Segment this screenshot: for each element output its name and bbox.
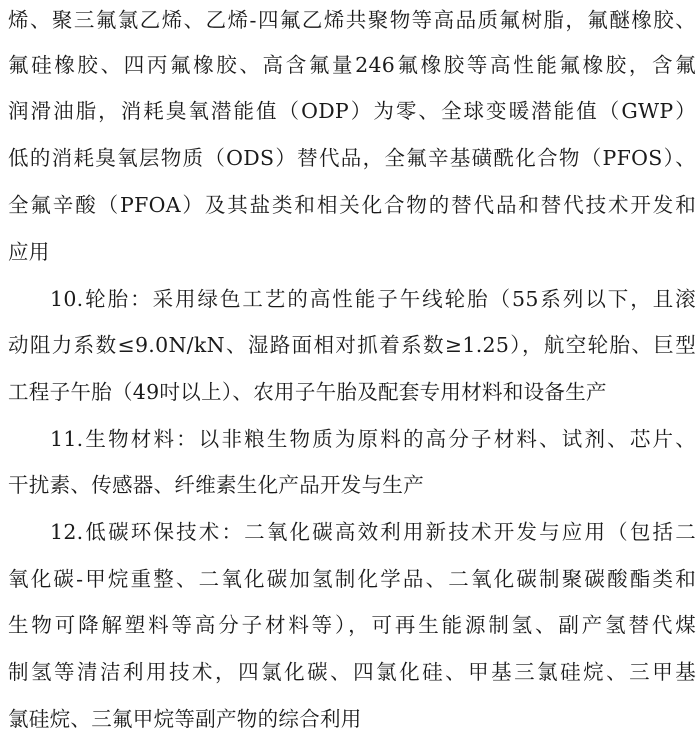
text-line-14: 生物可降解塑料等高分子材料等），可再生能源制氢、副产氢替代煤: [8, 613, 696, 637]
text-line-5: 全氟辛酸（PFOA）及其盐类和相关化合物的替代品和替代技术开发和: [8, 193, 696, 217]
item-11-heading-line: 11.生物材料：以非粮生物质为原料的高分子材料、试剂、芯片、: [50, 427, 696, 451]
text-line-3: 润滑油脂，消耗臭氧潜能值（ODP）为零、全球变暖潜能值（GWP）: [8, 99, 696, 123]
text-line-15: 制氢等清洁利用技术，四氯化碳、四氯化硅、甲基三氯硅烷、三甲基: [8, 660, 696, 684]
text-line-11: 干扰素、传感器、纤维素生化产品开发与生产: [8, 473, 424, 497]
text-line-2: 氟硅橡胶、四丙氟橡胶、高含氟量246氟橡胶等高性能氟橡胶，含氟: [8, 53, 696, 77]
text-line-1: 烯、聚三氟氯乙烯、乙烯-四氟乙烯共聚物等高品质氟树脂，氟醚橡胶、: [8, 8, 696, 32]
text-line-4: 低的消耗臭氧层物质（ODS）替代品，全氟辛基磺酰化合物（PFOS）、: [8, 146, 696, 170]
item-12-heading-line: 12.低碳环保技术：二氧化碳高效利用新技术开发与应用（包括二: [50, 520, 696, 544]
text-line-8: 动阻力系数≤9.0N/kN、湿路面相对抓着系数≥1.25），航空轮胎、巨型: [8, 333, 696, 357]
text-line-13: 氧化碳-甲烷重整、二氧化碳加氢制化学品、二氧化碳制聚碳酸酯类和: [8, 567, 696, 591]
text-line-16: 氯硅烷、三氟甲烷等副产物的综合利用: [8, 707, 362, 731]
item-10-heading-line: 10.轮胎：采用绿色工艺的高性能子午线轮胎（55系列以下，且滚: [50, 287, 696, 311]
text-line-6: 应用: [8, 240, 50, 264]
text-line-9: 工程子午胎（49吋以上）、农用子午胎及配套专用材料和设备生产: [8, 380, 607, 404]
